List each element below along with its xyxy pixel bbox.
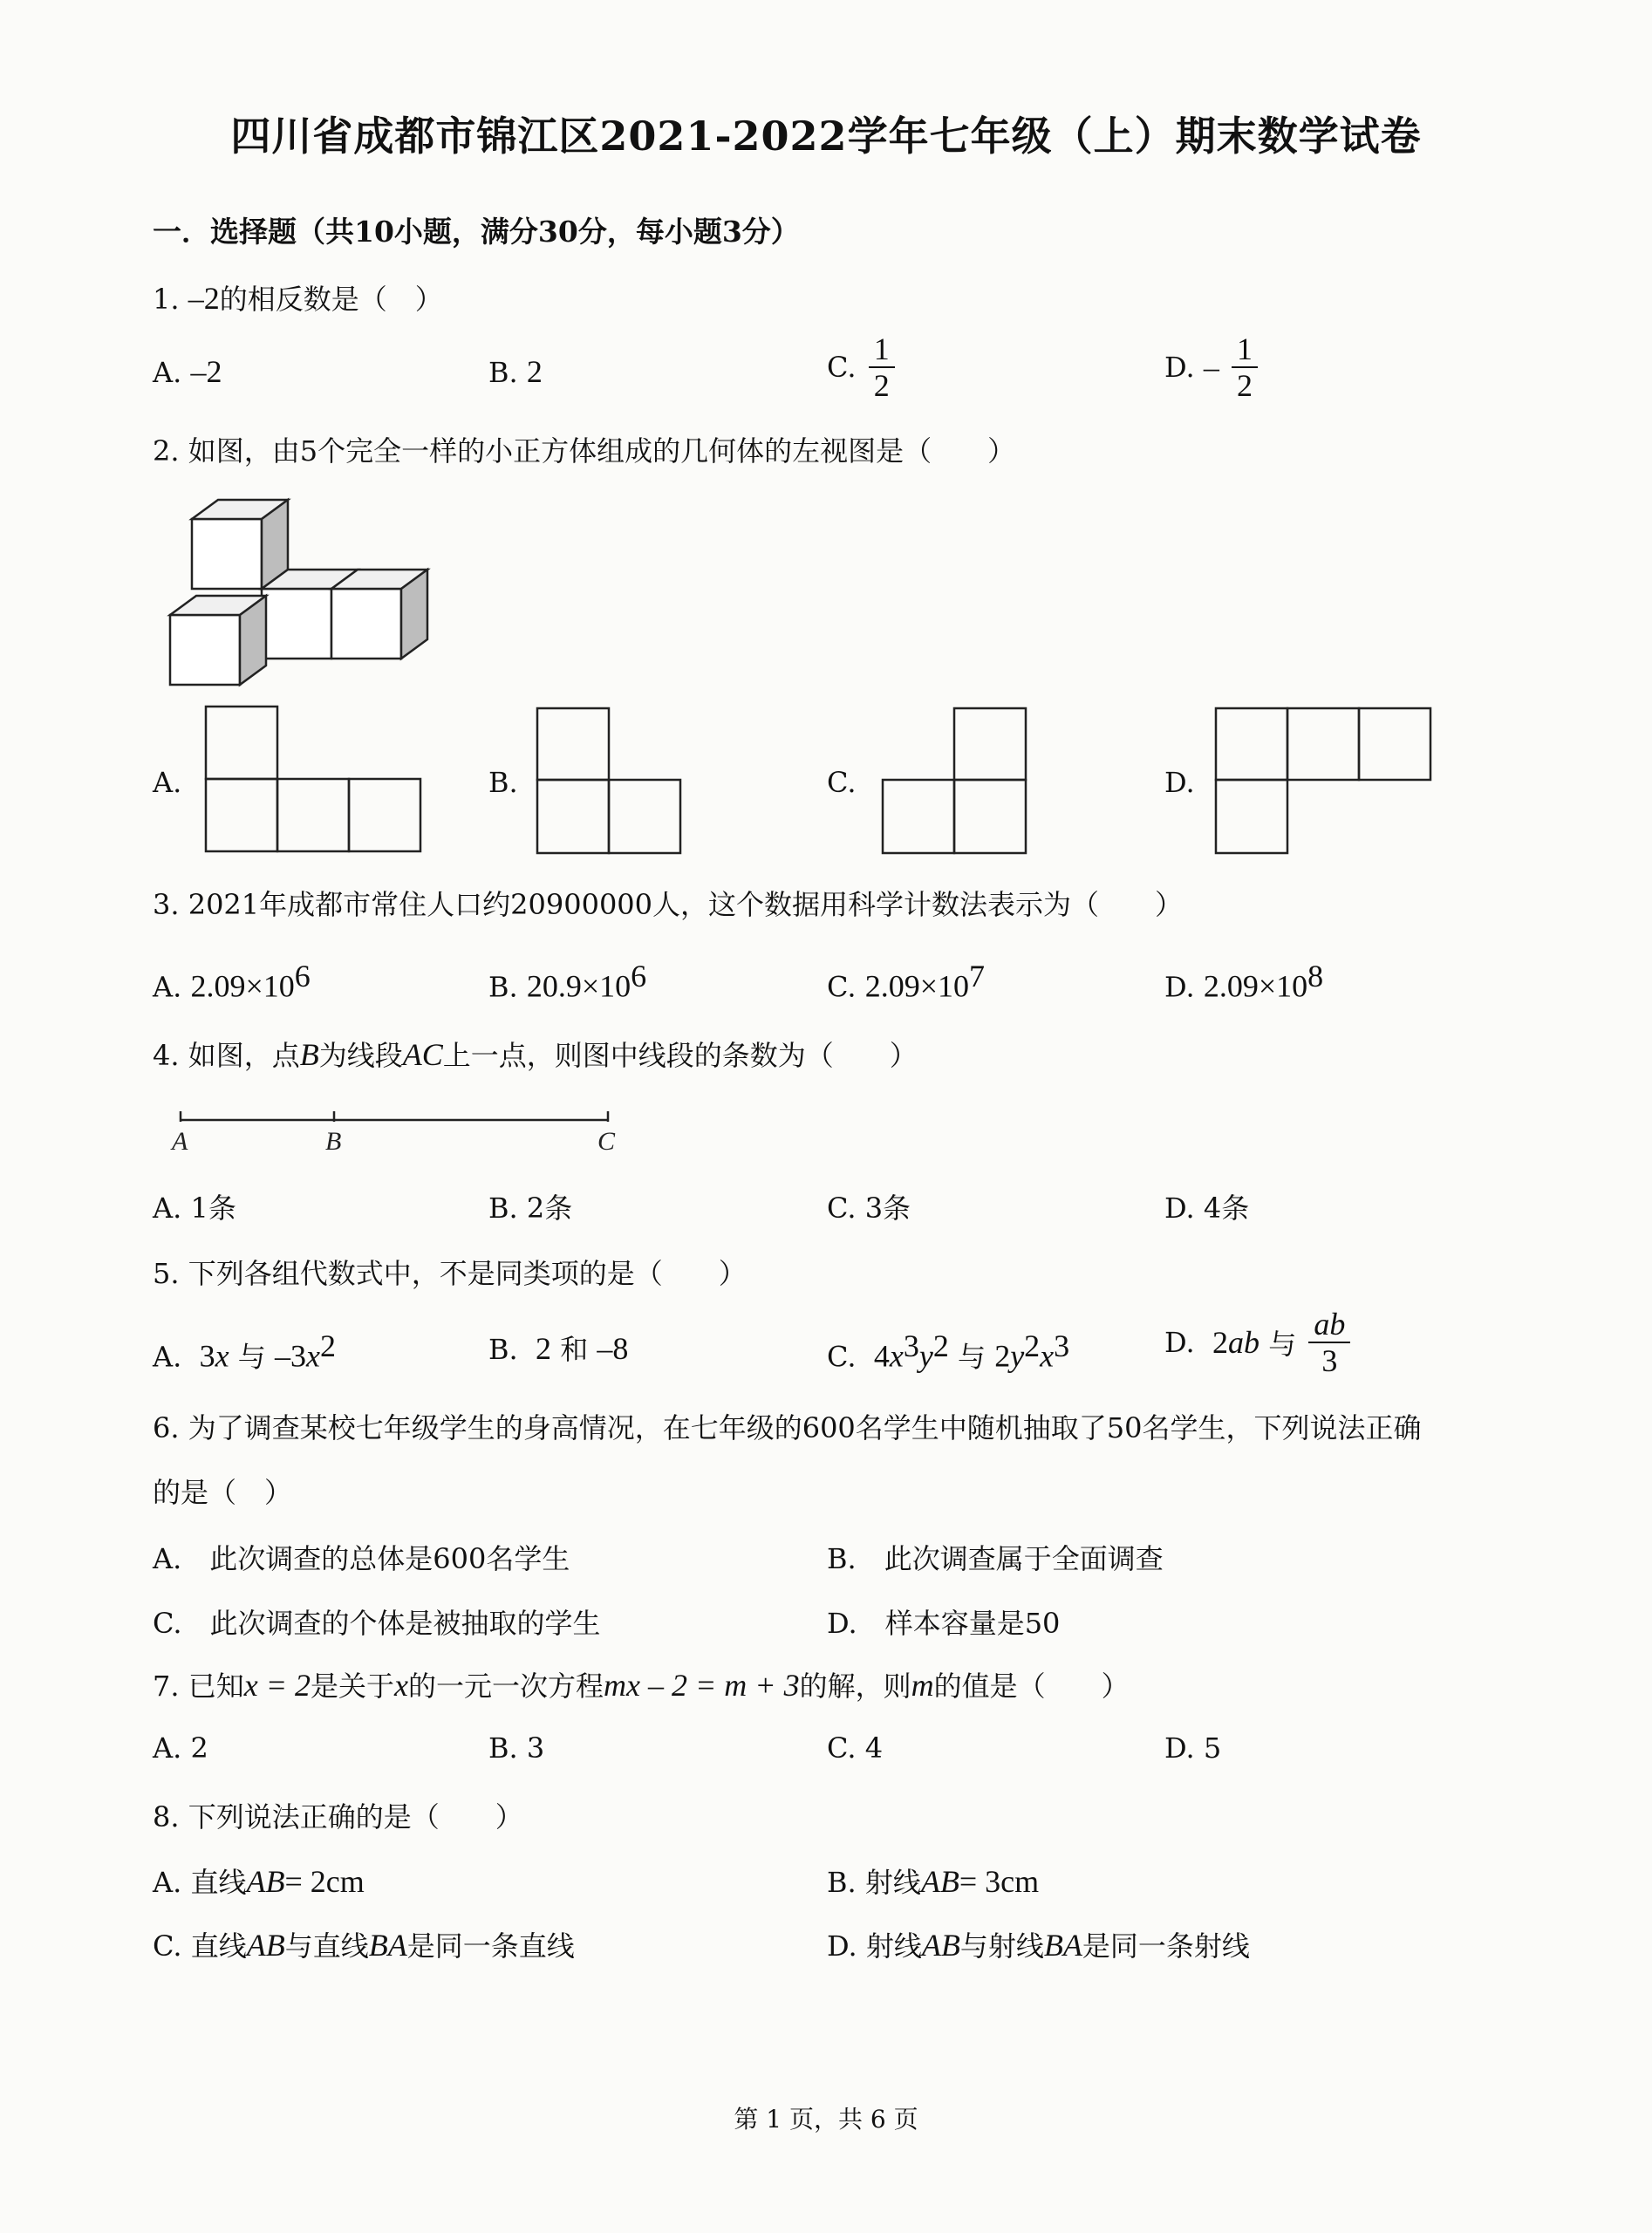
section-heading: 一．选择题（共10小题，满分30分，每小题3分） [153,215,800,249]
point-b-label: B [325,1127,342,1156]
question-6-option-a: A. 此次调查的总体是600名学生 [153,1542,570,1575]
question-6-stem-line-2: 的是（ ） [153,1476,293,1509]
question-6-option-c: C. 此次调查的个体是被抽取的学生 [153,1607,601,1640]
question-3-option-a: A. $2.09\times 10^6$ [153,959,311,1004]
question-7-option-d: D. 5 [1164,1731,1222,1765]
question-1-option-d: D. – $\frac{1}{2}$ [1164,331,1261,403]
question-2-option-d-label: D. [1164,766,1195,799]
line-segment-figure [170,1106,628,1158]
question-1-option-b: B. 2 [488,354,543,389]
cube-solid-figure [157,493,436,689]
question-8-option-d: D. 射线AB与射线BA是同一条射线 [827,1928,1250,1963]
question-7-option-c: C. 4 [827,1731,884,1765]
question-8-stem: 8. 下列说法正确的是（ ） [153,1800,523,1834]
question-8-option-a: A. 直线AB= 2cm [153,1864,365,1899]
question-1-stem: 1. –2的相反数是（ ） [153,281,443,316]
question-3-option-b: B. $20.9\times 10^6$ [488,959,647,1004]
question-5-option-b: B. 2 和 –8 [488,1331,629,1366]
question-4-option-d: D. 4条 [1164,1192,1250,1225]
question-2-option-a-figure [204,705,424,853]
question-1-option-c: C. $\frac{1}{2}$ [827,331,898,403]
question-2-option-b-label: B. [488,766,518,799]
question-5-stem: 5. 下列各组代数式中，不是同类项的是（ ） [153,1257,747,1290]
question-5-option-d: D. 2ab 与 $\frac{ab}{3}$ [1164,1307,1354,1378]
question-6-stem-line-1: 6. 为了调查某校七年级学生的身高情况，在七年级的600名学生中随机抽取了50名学生，下列说法正确 [153,1411,1422,1444]
question-4-option-b: B. 2条 [488,1192,573,1225]
question-2-option-a-label: A. [153,766,182,799]
question-7-stem: 7. 已知x = 2是关于x的一元一次方程mx – 2 = m + 3的解，则m的值是（ ） [153,1668,1130,1703]
question-1-option-a: A. –2 [153,354,222,389]
question-2-stem: 2. 如图，由5个完全一样的小正方体组成的几何体的左视图是（ ） [153,434,1016,468]
question-4-option-c: C. 3条 [827,1192,911,1225]
question-8-option-c: C. 直线AB与直线BA是同一条直线 [153,1928,575,1963]
question-2-option-d-figure [1214,707,1434,857]
question-6-option-d: D. 样本容量是50 [827,1607,1061,1640]
question-5-option-c: C. $4x^3y^2$ 与 $2y^2x^3$ [827,1328,1070,1374]
question-2-option-b-figure [536,707,686,857]
question-5-option-a: A. 3x 与 $-3x^2$ [153,1328,336,1374]
question-3-option-d: D. $2.09\times 10^8$ [1164,959,1324,1004]
question-6-option-b: B. 此次调查属于全面调查 [827,1542,1164,1575]
page-title: 四川省成都市锦江区2021-2022学年七年级（上）期末数学试卷 [230,113,1422,160]
point-a-label: A [172,1127,188,1156]
question-7-option-a: A. 2 [153,1731,208,1765]
point-c-label: C [597,1127,616,1156]
question-4-stem: 4. 如图，点B为线段AC上一点，则图中线段的条数为（ ） [153,1037,918,1072]
question-3-stem: 3. 2021年成都市常住人口约20900000人，这个数据用科学计数法表示为（ ） [153,888,1184,921]
question-8-option-b: B. 射线AB= 3cm [827,1864,1040,1899]
page-footer: 第 1 页，共 6 页 [734,2105,918,2134]
question-4-option-a: A. 1条 [153,1192,236,1225]
question-7-option-b: B. 3 [488,1731,545,1765]
question-2-option-c-figure [881,707,1031,857]
question-3-option-c: C. $2.09\times 10^7$ [827,959,985,1004]
question-2-option-c-label: C. [827,766,857,799]
